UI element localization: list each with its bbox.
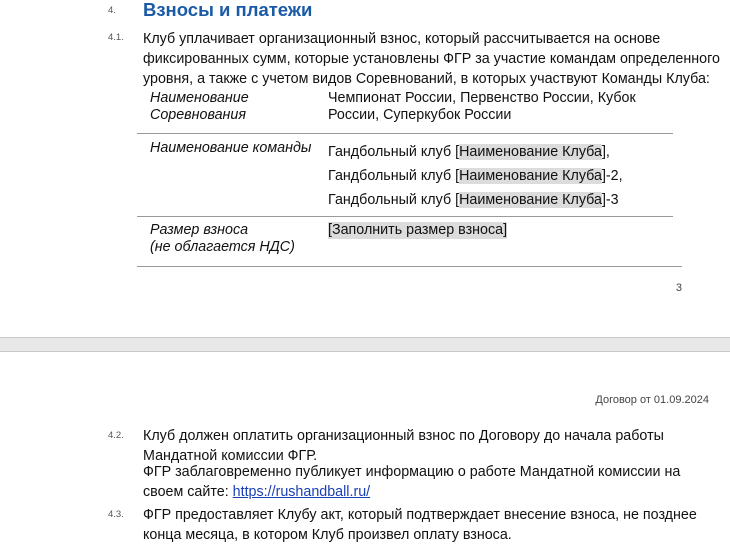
text-line: России, Суперкубок России — [328, 107, 512, 123]
text-line: Размер взноса — [150, 222, 249, 238]
table-label-competition — [150, 90, 249, 124]
clause-number: 4.1. — [108, 32, 124, 43]
placeholder-field[interactable]: Наименование Клуба — [459, 192, 602, 208]
text: своем сайте: — [143, 484, 233, 500]
section-title: Взносы и платежи — [143, 0, 313, 20]
clause-4-2-text — [143, 426, 664, 466]
text: ]-3 — [601, 192, 619, 208]
table-label-team: Наименование команды — [150, 140, 312, 156]
text-line: уровня, а также с учетом видов Соревнований, в которых участвуют Команды Клуба: — [143, 71, 710, 87]
section-number: 4. — [108, 5, 116, 16]
clause-4-1-text — [143, 29, 720, 89]
placeholder-field[interactable]: Наименование Клуба — [459, 144, 602, 160]
text: Гандбольный клуб [ — [328, 192, 460, 208]
text-line: ФГР заблаговременно публикует информацию о работе Мандатной комиссии на — [143, 464, 681, 480]
clause-4-2-paragraph — [143, 462, 680, 502]
team-line — [328, 140, 623, 164]
text-line: (не облагается НДС) — [150, 239, 295, 255]
table-divider — [137, 216, 673, 217]
text-line: Клуб уплачивает организационный взнос, который рассчитывается на основе — [143, 31, 661, 47]
fee-placeholder-field[interactable]: [Заполнить размер взноса] — [328, 222, 508, 238]
text-line: конца месяца, в котором Клуб произвел оплату взноса. — [143, 527, 512, 543]
text-line — [143, 482, 680, 502]
text-line: ФГР предоставляет Клубу акт, который подтверждает внесение взноса, не позднее — [143, 507, 697, 523]
clause-number: 4.2. — [108, 430, 124, 441]
table-label-fee — [150, 222, 295, 256]
text: ]-2, — [601, 168, 623, 184]
table-value-teams — [328, 140, 623, 212]
text: Гандбольный клуб [ — [328, 144, 460, 160]
text-line: Чемпионат России, Первенство России, Кубок — [328, 90, 636, 106]
text-line: Клуб должен оплатить организационный взнос по Договору до начала работы — [143, 428, 664, 444]
table-divider — [137, 133, 673, 134]
placeholder-field[interactable]: Наименование Клуба — [459, 168, 602, 184]
text-line: Наименование — [150, 90, 249, 106]
page-break — [0, 337, 730, 352]
text-line: Мандатной комиссии ФГР. — [143, 448, 318, 464]
text: Гандбольный клуб [ — [328, 168, 460, 184]
page-header: Договор от 01.09.2024 — [595, 394, 709, 406]
text-line: Соревнования — [150, 107, 247, 123]
text-line: фиксированных сумм, которые установлены ФГР за участие командам определенного — [143, 51, 720, 67]
table-value-competition — [328, 90, 636, 124]
clause-number: 4.3. — [108, 509, 124, 520]
text: ], — [601, 144, 610, 160]
page-number: 3 — [675, 282, 682, 294]
table-bottom-border — [137, 266, 682, 267]
team-line — [328, 164, 623, 188]
website-link[interactable]: https://rushandball.ru/ — [232, 484, 371, 500]
team-line — [328, 188, 623, 212]
clause-4-3-text — [143, 505, 697, 545]
